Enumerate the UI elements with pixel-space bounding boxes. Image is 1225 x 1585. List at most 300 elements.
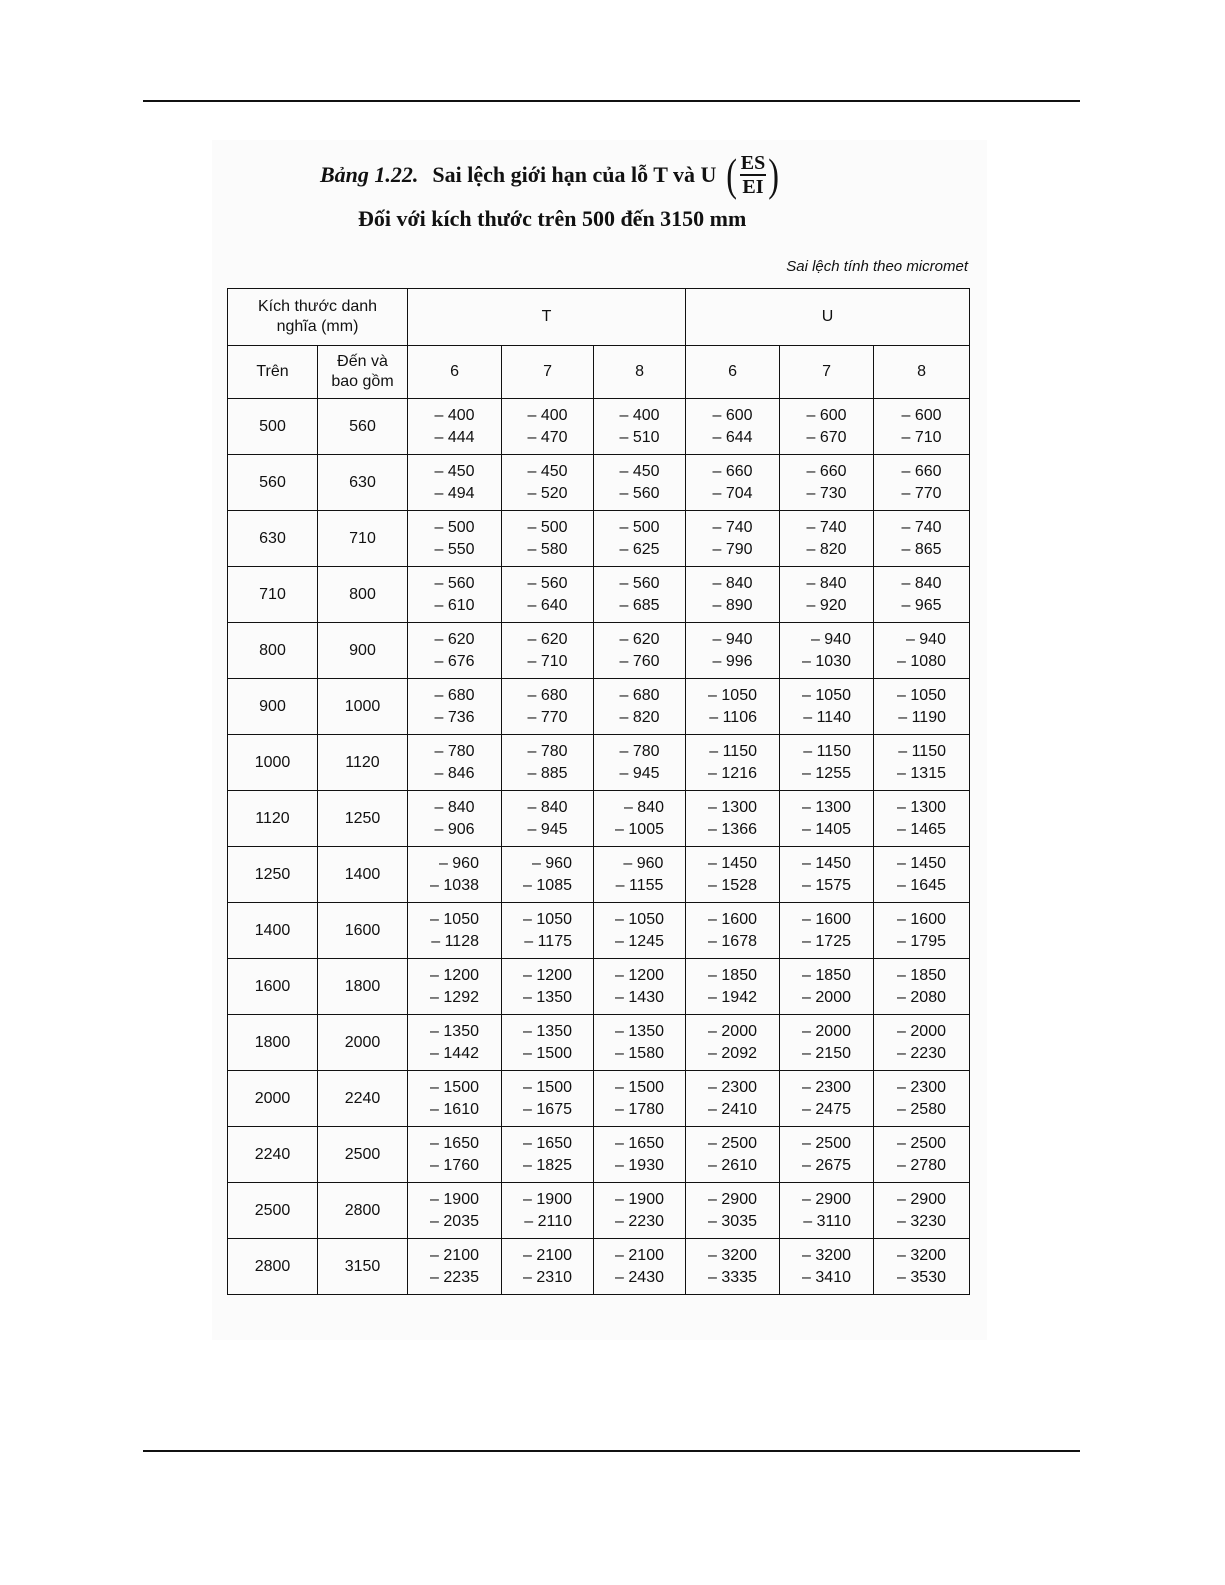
upper-deviation-es: – 500: [527, 518, 568, 536]
lower-deviation-ei: – 885: [527, 764, 568, 782]
lower-deviation-ei: – 1465: [897, 820, 946, 838]
lower-deviation-ei: – 3530: [897, 1268, 946, 1286]
upper-deviation-es: – 1050: [523, 910, 572, 928]
lower-deviation-ei: – 1005: [615, 820, 664, 838]
upper-deviation-es: – 2500: [897, 1134, 946, 1152]
deviation-cell: [686, 903, 780, 959]
table-row: [228, 1183, 970, 1239]
size-upto-cell: 900: [318, 623, 408, 679]
table-row: [228, 735, 970, 791]
deviation-cell: [502, 791, 594, 847]
lower-deviation-ei: – 906: [434, 820, 475, 838]
lower-deviation-ei: – 1575: [802, 876, 851, 894]
deviation-cell: [594, 1127, 686, 1183]
deviation-cell: [686, 1071, 780, 1127]
upper-deviation-es: – 960: [438, 854, 479, 872]
unit-note: Sai lệch tính theo micromet: [786, 258, 968, 275]
lower-deviation-ei: – 625: [619, 540, 660, 558]
lower-deviation-ei: – 1442: [430, 1044, 479, 1062]
deviation-cell: [686, 511, 780, 567]
upper-deviation-es: – 2000: [802, 1022, 851, 1040]
size-over-cell: 560: [228, 455, 318, 511]
upper-deviation-es: – 680: [527, 686, 568, 704]
lower-deviation-ei: – 1366: [708, 820, 757, 838]
upper-deviation-es: – 1200: [615, 966, 664, 984]
deviation-cell: [408, 847, 502, 903]
size-upto-cell: 1600: [318, 903, 408, 959]
upper-deviation-es: – 3200: [708, 1246, 757, 1264]
lower-deviation-ei: – 644: [712, 428, 753, 446]
lower-deviation-ei: – 494: [434, 484, 475, 502]
deviation-cell: [502, 959, 594, 1015]
upper-deviation-es: – 500: [434, 518, 475, 536]
deviation-cell: [594, 567, 686, 623]
table-row: [228, 847, 970, 903]
upper-deviation-es: – 660: [712, 462, 753, 480]
table-row: [228, 511, 970, 567]
upper-deviation-es: – 840: [712, 574, 753, 592]
lower-deviation-ei: – 1942: [708, 988, 757, 1006]
lower-deviation-ei: – 865: [901, 540, 942, 558]
upper-deviation-es: – 450: [619, 462, 660, 480]
deviation-cell: [502, 567, 594, 623]
deviation-cell: [594, 1183, 686, 1239]
upper-deviation-es: – 1600: [708, 910, 757, 928]
upper-deviation-es: – 500: [619, 518, 660, 536]
deviation-cell: [408, 567, 502, 623]
upper-deviation-es: – 1350: [523, 1022, 572, 1040]
upper-deviation-es: – 620: [434, 630, 475, 648]
deviation-cell: [408, 679, 502, 735]
upper-deviation-es: – 1600: [897, 910, 946, 928]
fraction-bottom: EI: [742, 176, 764, 198]
upper-deviation-es: – 2100: [615, 1246, 664, 1264]
lower-deviation-ei: – 1245: [615, 932, 664, 950]
table-row: [228, 455, 970, 511]
fraction-top: ES: [740, 152, 766, 174]
deviation-cell: [594, 1239, 686, 1295]
lower-deviation-ei: – 2310: [523, 1268, 572, 1286]
upper-deviation-es: – 960: [531, 854, 572, 872]
deviation-cell: [874, 1183, 970, 1239]
upper-deviation-es: – 1500: [615, 1078, 664, 1096]
size-over-cell: 1120: [228, 791, 318, 847]
upper-deviation-es: – 780: [619, 742, 660, 760]
lower-deviation-ei: – 846: [434, 764, 475, 782]
table-row: [228, 1015, 970, 1071]
deviation-cell: [780, 511, 874, 567]
deviation-cell: [594, 623, 686, 679]
deviation-cell: [502, 455, 594, 511]
lower-deviation-ei: – 2580: [897, 1100, 946, 1118]
lower-deviation-ei: – 2610: [708, 1156, 757, 1174]
size-upto-cell: 3150: [318, 1239, 408, 1295]
lower-deviation-ei: – 704: [712, 484, 753, 502]
deviation-cell: [686, 1015, 780, 1071]
top-rule: [143, 100, 1080, 102]
deviation-cell: [874, 847, 970, 903]
es-ei-fraction: ( $\frac{ES}{EI}$ ): [726, 149, 780, 200]
deviation-cell: [874, 903, 970, 959]
upper-deviation-es: – 1900: [523, 1190, 572, 1208]
deviation-cell: [502, 847, 594, 903]
lower-deviation-ei: – 3230: [897, 1212, 946, 1230]
upto-header: Đến và bao gồm: [318, 346, 408, 399]
lower-deviation-ei: – 610: [434, 596, 475, 614]
upper-deviation-es: – 1450: [897, 854, 946, 872]
upper-deviation-es: – 1300: [802, 798, 851, 816]
grade-header: 6: [686, 346, 780, 399]
lower-deviation-ei: – 1216: [708, 764, 757, 782]
deviation-cell: [686, 455, 780, 511]
deviation-cell: [686, 735, 780, 791]
lower-deviation-ei: – 3110: [803, 1212, 851, 1230]
lower-deviation-ei: – 2110: [524, 1212, 572, 1230]
upper-deviation-es: – 840: [901, 574, 942, 592]
lower-deviation-ei: – 560: [619, 484, 660, 502]
deviation-cell: [780, 679, 874, 735]
table-row: [228, 679, 970, 735]
lower-deviation-ei: – 770: [901, 484, 942, 502]
upper-deviation-es: – 740: [806, 518, 847, 536]
lower-deviation-ei: – 890: [712, 596, 753, 614]
upper-deviation-es: – 680: [434, 686, 475, 704]
lower-deviation-ei: – 996: [712, 652, 753, 670]
deviation-cell: [408, 1239, 502, 1295]
upper-deviation-es: – 1150: [898, 742, 946, 760]
deviation-cell: [594, 399, 686, 455]
deviation-cell: [686, 399, 780, 455]
deviation-cell: [780, 903, 874, 959]
lower-deviation-ei: – 1580: [615, 1044, 664, 1062]
deviation-cell: [502, 1239, 594, 1295]
upper-deviation-es: – 940: [810, 630, 851, 648]
upper-deviation-es: – 2000: [897, 1022, 946, 1040]
deviation-cell: [408, 399, 502, 455]
lower-deviation-ei: – 1678: [708, 932, 757, 950]
deviation-cell: [874, 1015, 970, 1071]
size-over-cell: 2800: [228, 1239, 318, 1295]
deviation-cell: [686, 847, 780, 903]
lower-deviation-ei: – 1675: [523, 1100, 572, 1118]
lower-deviation-ei: – 710: [527, 652, 568, 670]
lower-deviation-ei: – 3410: [802, 1268, 851, 1286]
upper-deviation-es: – 1350: [615, 1022, 664, 1040]
upper-deviation-es: – 1850: [708, 966, 757, 984]
lower-deviation-ei: – 790: [712, 540, 753, 558]
lower-deviation-ei: – 685: [619, 596, 660, 614]
upper-deviation-es: – 620: [527, 630, 568, 648]
upper-deviation-es: – 400: [434, 406, 475, 424]
size-over-cell: 1000: [228, 735, 318, 791]
deviation-cell: [686, 567, 780, 623]
lower-deviation-ei: – 1292: [430, 988, 479, 1006]
upper-deviation-es: – 600: [806, 406, 847, 424]
upper-deviation-es: – 1050: [430, 910, 479, 928]
lower-deviation-ei: – 2675: [802, 1156, 851, 1174]
upper-deviation-es: – 2100: [430, 1246, 479, 1264]
size-upto-cell: 560: [318, 399, 408, 455]
table-number: Bảng 1.22.: [320, 162, 419, 187]
lower-deviation-ei: – 1255: [802, 764, 851, 782]
deviation-cell: [594, 847, 686, 903]
upper-deviation-es: – 2900: [708, 1190, 757, 1208]
lower-deviation-ei: – 3335: [708, 1268, 757, 1286]
lower-deviation-ei: – 736: [434, 708, 475, 726]
deviation-cell: [874, 959, 970, 1015]
upper-deviation-es: – 1050: [802, 686, 851, 704]
deviation-cell: [594, 959, 686, 1015]
deviation-cell: [780, 1071, 874, 1127]
lower-deviation-ei: – 1795: [897, 932, 946, 950]
size-over-cell: 2000: [228, 1071, 318, 1127]
size-upto-cell: 1000: [318, 679, 408, 735]
group-u-header: U: [686, 289, 970, 346]
deviation-cell: [408, 903, 502, 959]
deviation-cell: [874, 1071, 970, 1127]
size-upto-cell: 1800: [318, 959, 408, 1015]
table-row: [228, 1127, 970, 1183]
upper-deviation-es: – 1300: [708, 798, 757, 816]
lower-deviation-ei: – 2475: [802, 1100, 851, 1118]
deviation-cell: [594, 1071, 686, 1127]
table-row: [228, 399, 970, 455]
size-over-cell: 1250: [228, 847, 318, 903]
table-row: [228, 1071, 970, 1127]
grade-header: 8: [874, 346, 970, 399]
deviation-cell: [502, 1071, 594, 1127]
grade-header: 8: [594, 346, 686, 399]
deviation-cell: [408, 1015, 502, 1071]
upper-deviation-es: – 560: [619, 574, 660, 592]
deviation-cell: [874, 511, 970, 567]
deviation-cell: [780, 1183, 874, 1239]
deviation-cell: [502, 679, 594, 735]
upper-deviation-es: – 840: [434, 798, 475, 816]
table-subtitle: Đối với kích thước trên 500 đến 3150 mm: [358, 206, 747, 231]
size-over-cell: 1800: [228, 1015, 318, 1071]
upper-deviation-es: – 1150: [803, 742, 851, 760]
table-row: [228, 791, 970, 847]
table-row: [228, 903, 970, 959]
lower-deviation-ei: – 2410: [708, 1100, 757, 1118]
deviation-cell: [874, 455, 970, 511]
lower-deviation-ei: – 945: [619, 764, 660, 782]
lower-deviation-ei: – 2230: [897, 1044, 946, 1062]
lower-deviation-ei: – 1760: [430, 1156, 479, 1174]
size-over-cell: 630: [228, 511, 318, 567]
lower-deviation-ei: – 710: [901, 428, 942, 446]
lower-deviation-ei: – 1038: [430, 876, 479, 894]
lower-deviation-ei: – 1528: [708, 876, 757, 894]
deviation-cell: [780, 399, 874, 455]
deviation-cell: [686, 791, 780, 847]
deviation-cell: [502, 903, 594, 959]
upper-deviation-es: – 1900: [615, 1190, 664, 1208]
upper-deviation-es: – 2500: [708, 1134, 757, 1152]
deviation-table: [227, 288, 970, 1295]
table-row: [228, 959, 970, 1015]
lower-deviation-ei: – 670: [806, 428, 847, 446]
size-upto-cell: 800: [318, 567, 408, 623]
deviation-cell: [594, 903, 686, 959]
upper-deviation-es: – 740: [712, 518, 753, 536]
deviation-cell: [780, 959, 874, 1015]
lower-deviation-ei: – 1930: [615, 1156, 664, 1174]
upper-deviation-es: – 1450: [708, 854, 757, 872]
upper-deviation-es: – 620: [619, 630, 660, 648]
lower-deviation-ei: – 1190: [898, 708, 946, 726]
size-upto-cell: 630: [318, 455, 408, 511]
lower-deviation-ei: – 520: [527, 484, 568, 502]
upper-deviation-es: – 450: [527, 462, 568, 480]
upper-deviation-es: – 1450: [802, 854, 851, 872]
lower-deviation-ei: – 1155: [615, 876, 664, 894]
upper-deviation-es: – 840: [623, 798, 664, 816]
upper-deviation-es: – 400: [527, 406, 568, 424]
deviation-cell: [780, 1239, 874, 1295]
upper-deviation-es: – 960: [623, 854, 664, 872]
lower-deviation-ei: – 1085: [523, 876, 572, 894]
upper-deviation-es: – 940: [905, 630, 946, 648]
upper-deviation-es: – 940: [712, 630, 753, 648]
upper-deviation-es: – 2300: [897, 1078, 946, 1096]
upper-deviation-es: – 2300: [802, 1078, 851, 1096]
upper-deviation-es: – 680: [619, 686, 660, 704]
upper-deviation-es: – 1650: [430, 1134, 479, 1152]
upper-deviation-es: – 3200: [897, 1246, 946, 1264]
lower-deviation-ei: – 444: [434, 428, 475, 446]
deviation-cell: [874, 623, 970, 679]
table-row: [228, 1239, 970, 1295]
upper-deviation-es: – 560: [527, 574, 568, 592]
upper-deviation-es: – 400: [619, 406, 660, 424]
upper-deviation-es: – 1850: [897, 966, 946, 984]
lower-deviation-ei: – 1780: [615, 1100, 664, 1118]
deviation-cell: [594, 1015, 686, 1071]
upper-deviation-es: – 450: [434, 462, 475, 480]
lower-deviation-ei: – 1030: [802, 652, 851, 670]
deviation-cell: [502, 1015, 594, 1071]
upper-deviation-es: – 1050: [615, 910, 664, 928]
upper-deviation-es: – 600: [901, 406, 942, 424]
lower-deviation-ei: – 640: [527, 596, 568, 614]
deviation-cell: [780, 1127, 874, 1183]
upper-deviation-es: – 2500: [802, 1134, 851, 1152]
size-upto-cell: 2800: [318, 1183, 408, 1239]
size-upto-cell: 1400: [318, 847, 408, 903]
upper-deviation-es: – 780: [527, 742, 568, 760]
upper-deviation-es: – 2000: [708, 1022, 757, 1040]
size-over-cell: 2240: [228, 1127, 318, 1183]
table-title: [320, 149, 920, 200]
table-title-text: Sai lệch giới hạn của lỗ T và U: [432, 162, 717, 187]
deviation-cell: [874, 791, 970, 847]
lower-deviation-ei: – 820: [619, 708, 660, 726]
upper-deviation-es: – 560: [434, 574, 475, 592]
size-over-cell: 1400: [228, 903, 318, 959]
size-group-header: Kích thước danh nghĩa (mm): [228, 289, 408, 346]
lower-deviation-ei: – 510: [619, 428, 660, 446]
deviation-cell: [408, 1071, 502, 1127]
upper-deviation-es: – 1500: [523, 1078, 572, 1096]
deviation-cell: [780, 623, 874, 679]
lower-deviation-ei: – 2080: [897, 988, 946, 1006]
upper-deviation-es: – 840: [527, 798, 568, 816]
lower-deviation-ei: – 1500: [523, 1044, 572, 1062]
lower-deviation-ei: – 2092: [708, 1044, 757, 1062]
lower-deviation-ei: – 3035: [708, 1212, 757, 1230]
deviation-cell: [780, 791, 874, 847]
deviation-cell: [408, 959, 502, 1015]
lower-deviation-ei: – 1725: [802, 932, 851, 950]
size-upto-cell: 2000: [318, 1015, 408, 1071]
lower-deviation-ei: – 1405: [802, 820, 851, 838]
bottom-rule: [143, 1450, 1080, 1452]
deviation-cell: [408, 623, 502, 679]
lower-deviation-ei: – 2235: [430, 1268, 479, 1286]
upper-deviation-es: – 1200: [523, 966, 572, 984]
lower-deviation-ei: – 1080: [897, 652, 946, 670]
lower-deviation-ei: – 1128: [431, 932, 479, 950]
deviation-cell: [502, 735, 594, 791]
deviation-cell: [502, 1127, 594, 1183]
lower-deviation-ei: – 1645: [897, 876, 946, 894]
upper-deviation-es: – 1150: [709, 742, 757, 760]
deviation-cell: [780, 847, 874, 903]
lower-deviation-ei: – 1430: [615, 988, 664, 1006]
size-over-cell: 710: [228, 567, 318, 623]
upper-deviation-es: – 1200: [430, 966, 479, 984]
deviation-cell: [502, 1183, 594, 1239]
deviation-cell: [874, 399, 970, 455]
deviation-cell: [780, 1015, 874, 1071]
table-row: [228, 567, 970, 623]
deviation-cell: [874, 1239, 970, 1295]
lower-deviation-ei: – 470: [527, 428, 568, 446]
lower-deviation-ei: – 965: [901, 596, 942, 614]
deviation-cell: [874, 567, 970, 623]
upper-deviation-es: – 660: [806, 462, 847, 480]
deviation-cell: [502, 399, 594, 455]
deviation-cell: [408, 455, 502, 511]
lower-deviation-ei: – 1106: [709, 708, 757, 726]
size-over-cell: 2500: [228, 1183, 318, 1239]
upper-deviation-es: – 1600: [802, 910, 851, 928]
lower-deviation-ei: – 2035: [430, 1212, 479, 1230]
group-t-header: T: [408, 289, 686, 346]
lower-deviation-ei: – 770: [527, 708, 568, 726]
deviation-cell: [594, 791, 686, 847]
lower-deviation-ei: – 2780: [897, 1156, 946, 1174]
size-upto-cell: 2500: [318, 1127, 408, 1183]
deviation-cell: [874, 679, 970, 735]
deviation-cell: [502, 511, 594, 567]
lower-deviation-ei: – 580: [527, 540, 568, 558]
deviation-cell: [594, 679, 686, 735]
grade-header: 7: [780, 346, 874, 399]
lower-deviation-ei: – 945: [527, 820, 568, 838]
upper-deviation-es: – 1500: [430, 1078, 479, 1096]
size-upto-cell: 710: [318, 511, 408, 567]
upper-deviation-es: – 1650: [523, 1134, 572, 1152]
lower-deviation-ei: – 1315: [897, 764, 946, 782]
upper-deviation-es: – 1050: [708, 686, 757, 704]
size-upto-cell: 1250: [318, 791, 408, 847]
deviation-cell: [874, 1127, 970, 1183]
upper-deviation-es: – 740: [901, 518, 942, 536]
lower-deviation-ei: – 550: [434, 540, 475, 558]
